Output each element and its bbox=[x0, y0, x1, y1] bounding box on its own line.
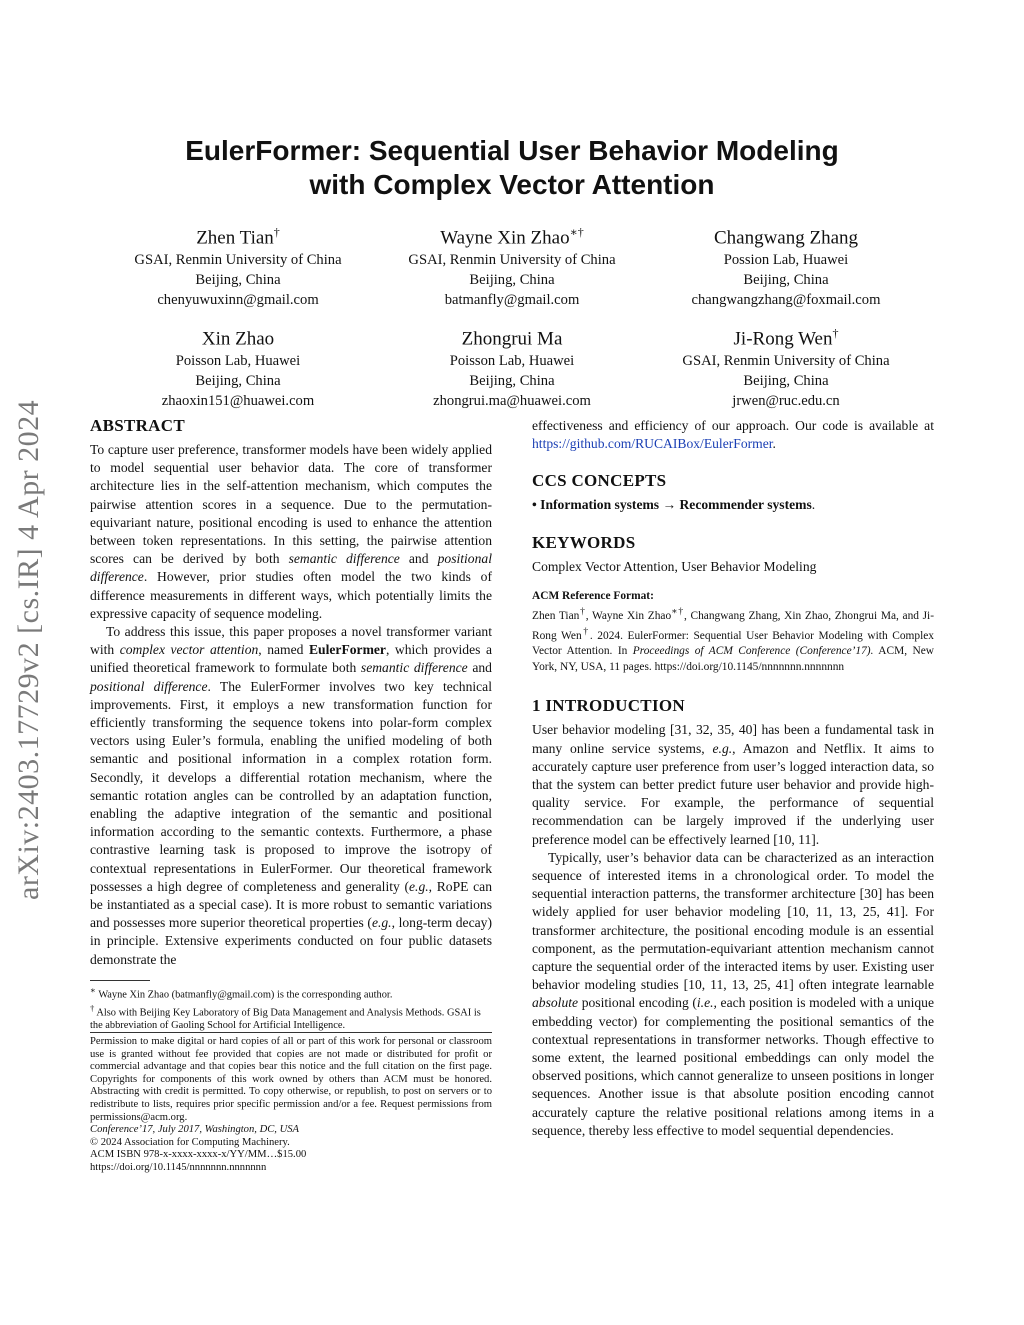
author-block bbox=[88, 220, 388, 310]
abstract-heading: ABSTRACT bbox=[90, 416, 185, 435]
author-name: Xin Zhao bbox=[201, 328, 275, 350]
title-line-2: with Complex Vector Attention bbox=[309, 169, 715, 200]
author-name: Ji-Rong Wen bbox=[733, 328, 833, 350]
right-column bbox=[532, 417, 934, 1140]
footnote-1: ∗ Wayne Xin Zhao (batmanfly@gmail.com) is the corresponding author. bbox=[90, 985, 393, 1001]
author-affiliation: GSAI, Renmin University of China bbox=[408, 252, 616, 269]
author-email: changwangzhang@foxmail.com bbox=[691, 292, 881, 309]
intro-paragraph-2: Typically, user’s behavior data can be characterized as an interaction sequence of interested items in a chronological order. To model the sequential interaction patterns, the transformer architecture [30] has been widely applied for user behavior modeling [10, 11, 13, 25, 41]. For transformer architecture, the positional encoding module is an essential component, as the permutation-equivariant attention mechanism cannot capture the sequential order of the interacted items by user. Existing user behavior modeling studies [10, 11, 13, 25, 41] often integrate learnable absolute positional encoding (i.e., each position is modeled with a unique embedding vector) for complementing the positional semantics of the contextual representations in transformer networks. Though effective to some extent, the learned positional embeddings can only model the observed positions, which cannot generalize to unseen positions in longer sequences. Another issue is that absolute position encoding cannot accurately capture the relative positional relations among items in a sequence, thereby less effective to model sequential dependencies. bbox=[532, 849, 934, 1138]
abstract-continued: effectiveness and efficiency of our approach. Our code is available at https://github.com/RUCAIBox/EulerFormer. bbox=[532, 418, 934, 452]
author-name: Wayne Xin Zhao bbox=[440, 227, 570, 249]
acm-reference bbox=[532, 588, 934, 676]
author-email: chenyuwuxinn@gmail.com bbox=[157, 292, 319, 309]
author-name: Zhen Tian bbox=[196, 227, 274, 249]
author-mark: † bbox=[832, 326, 839, 340]
author-affiliation: GSAI, Renmin University of China bbox=[682, 353, 890, 370]
acm-reference-heading: ACM Reference Format: bbox=[532, 589, 654, 602]
author-email: zhongrui.ma@huawei.com bbox=[433, 393, 591, 410]
acm-reference-text: Zhen Tian†, Wayne Xin Zhao∗†, Changwang Zhang, Xin Zhao, Zhongrui Ma, and Ji-Rong Wen†. 2024. EulerFormer: Sequential User Behavior Modeling with Complex Vector Attention. In Proceedings of ACM Conference (Conference’17). ACM, New York, NY, USA, 11 pages. https://doi.org/10.1145/nnnnnnn.nnnnnnn bbox=[532, 606, 935, 674]
permission-text: Permission to make digital or hard copies of all or part of this work for personal or classroom use is granted without fee provided that copies are not made or distributed for profit or commercial advantage and that copies bear this notice and the full citation on the first page. Copyrights for components of this work owned by others than ACM must be honored. Abstracting with credit is permitted. To copy otherwise, or republish, to post on servers or to redistribute to lists, requires prior specific permission and/or a fee. Request permissions from permissions@acm.org. bbox=[90, 1036, 492, 1123]
author-location: Beijing, China bbox=[195, 272, 281, 289]
author-mark: ∗† bbox=[569, 225, 584, 239]
author-block bbox=[362, 321, 662, 411]
author-mark: † bbox=[273, 225, 280, 239]
code-link[interactable]: https://github.com/RUCAIBox/EulerFormer bbox=[532, 436, 773, 452]
ccs-concepts: • Information systems → Recommender systems. bbox=[532, 497, 816, 513]
footnote-2: † Also with Beijing Key Laboratory of Big Data Management and Analysis Methods. GSAI is the abbreviation of Gaoling School for Artificial Intelligence. bbox=[90, 1003, 481, 1032]
title-line-1: EulerFormer: Sequential User Behavior Modeling bbox=[185, 135, 839, 166]
author-location: Beijing, China bbox=[469, 373, 555, 390]
copyright-line: © 2024 Association for Computing Machinery. bbox=[90, 1136, 290, 1148]
abstract-paragraph-1: To capture user preference, transformer models have been widely applied to model sequential user behavior data. The core of transformer architecture lies in the self-attention mechanism, which computes the pairwise attention scores in a sequence. Due to the permutation-equivariant nature, positional encoding is used to enhance the attention between token representations. In this setting, the pairwise attention scores can be derived by both semantic difference and positional difference. However, prior studies often model the two kinds of difference measurements in different ways, which potentially limits the expressive capacity of sequence modeling. bbox=[90, 442, 492, 621]
keywords-heading: KEYWORDS bbox=[532, 532, 636, 552]
conference-line: Conference’17, July 2017, Washington, DC, USA bbox=[90, 1124, 300, 1136]
author-affiliation: GSAI, Renmin University of China bbox=[134, 252, 342, 269]
author-name: Zhongrui Ma bbox=[461, 328, 563, 350]
ccs-heading: CCS CONCEPTS bbox=[532, 471, 667, 491]
author-block bbox=[362, 220, 662, 310]
keywords-text: Complex Vector Attention, User Behavior Modeling bbox=[532, 558, 817, 574]
author-location: Beijing, China bbox=[743, 272, 829, 289]
arxiv-stamp: arXiv:2403.17729v2 [cs.IR] 4 Apr 2024 bbox=[12, 399, 45, 901]
author-affiliation: Possion Lab, Huawei bbox=[723, 252, 849, 269]
doi-line: https://doi.org/10.1145/nnnnnnn.nnnnnnn bbox=[90, 1161, 267, 1173]
paper-title bbox=[80, 134, 944, 202]
author-name: Changwang Zhang bbox=[713, 227, 859, 249]
author-block bbox=[636, 220, 936, 310]
author-affiliation: Poisson Lab, Huawei bbox=[449, 353, 575, 370]
author-location: Beijing, China bbox=[743, 373, 829, 390]
footnotes bbox=[90, 984, 492, 1033]
author-block bbox=[88, 321, 388, 411]
author-affiliation: Poisson Lab, Huawei bbox=[175, 353, 301, 370]
author-location: Beijing, China bbox=[469, 272, 555, 289]
abstract-paragraph-2: To address this issue, this paper proposes a novel transformer variant with complex vector attention, named EulerFormer, which provides a unified theoretical framework to formulate both semantic difference and positional difference. The EulerFormer involves two key technical improvements. First, it employs a new transformation function for efficiently transforming the sequence tokens into polar-form complex vectors using Euler’s formula, enabling the unified modeling of both semantic and positional information in a complex rotation form. Secondly, it develops a differential rotation mechanism, where the semantic rotation angles can be controlled by an adaptation function, enabling the adaptive integration of the semantic and positional information according to the semantic contexts. Furthermore, a phase contrastive learning task is proposed to improve the isotropy of contextual representations in EulerFormer. Our theoretical framework possesses a high degree of completeness and generality (e.g., RoPE can be instantiated as a special case). It is more robust to semantic variations and possesses more superior theoretical properties (e.g., long-term decay) in principle. Extensive experiments conducted on four public datasets demonstrate the bbox=[90, 624, 492, 967]
left-column bbox=[90, 415, 492, 969]
author-email: zhaoxin151@huawei.com bbox=[161, 393, 315, 410]
intro-paragraph-1: User behavior modeling [31, 32, 35, 40] has been a fundamental task in many online service systems, e.g., Amazon and Netflix. It aims to accurately capture user preference from user’s logged interaction data, so that the system can better predict future user behavior and provide high-quality service. For example, the performance of sequential recommendation can be largely improved if the underlying user preference model can be effectively learned [10, 11]. bbox=[532, 722, 935, 847]
author-location: Beijing, China bbox=[195, 373, 281, 390]
author-email: batmanfly@gmail.com bbox=[444, 292, 580, 309]
permission-block bbox=[90, 1036, 492, 1175]
author-email: jrwen@ruc.edu.cn bbox=[732, 393, 840, 410]
author-block bbox=[636, 321, 936, 411]
introduction-heading: 1 INTRODUCTION bbox=[532, 696, 685, 716]
isbn-line: ACM ISBN 978-x-xxxx-xxxx-x/YY/MM…$15.00 bbox=[90, 1149, 307, 1161]
